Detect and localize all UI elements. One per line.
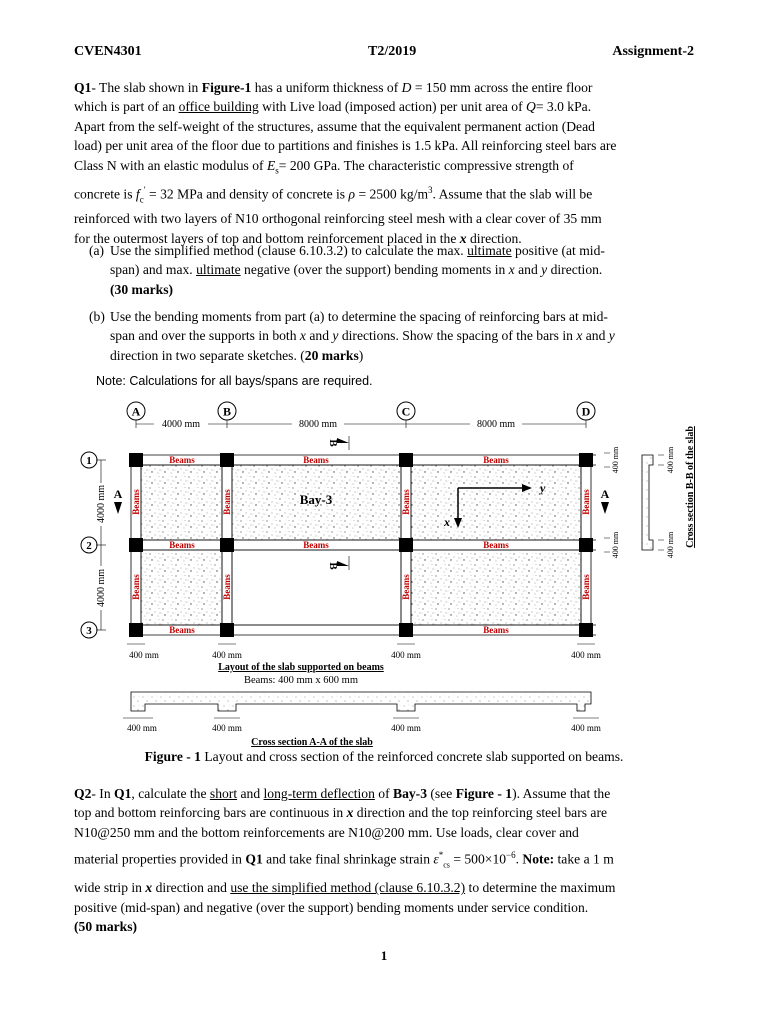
figure-caption: Figure - 1 Layout and cross section of the reinforced concrete slab supported on beams. <box>144 749 624 764</box>
svg-text:1: 1 <box>86 455 92 467</box>
svg-text:B: B <box>327 439 339 447</box>
part-a-marks: (30 marks) <box>110 281 174 297</box>
q2-line-4: material properties provided in Q1 and take final shrinkage strain $\varepsilon^*_{cs} = 500\times 10^{-6}$. Note: take a 1 m <box>74 850 614 870</box>
svg-text:A: A <box>600 487 610 501</box>
svg-text:B: B <box>222 404 232 419</box>
q1-line-6: concrete is $f_c' = 32$ MPa and density of concrete is ρ = 2500 $kg/m^3$. Assume that the slab will be <box>74 184 593 204</box>
svg-text:3: 3 <box>86 625 92 637</box>
q1-line-4: load) per unit area of the floor due to partitions and finishes is 1.5 kPa. All reinforcing steel bars are <box>74 138 617 154</box>
svg-text:Beams: Beams <box>581 574 591 600</box>
section-aa-drawing <box>131 692 591 711</box>
term: T2/2019 <box>368 44 417 59</box>
q1-line-7: reinforced with two layers of N10 orthogonal reinforcing steel mesh with a clear cover of 35 mm <box>74 211 602 227</box>
span-ab-label: 4000 mm <box>161 419 201 430</box>
svg-text:Beams: Beams <box>303 540 329 550</box>
part-a-line-2: span) and max. ultimate negative (over the support) bending moments in x and y direction. <box>110 262 603 278</box>
grid-letter-c <box>397 402 415 420</box>
svg-text:Beams: Beams <box>483 455 509 465</box>
slab-panels <box>141 465 581 625</box>
svg-text:Beams: Beams <box>222 574 232 600</box>
grid-letter-a <box>127 402 145 420</box>
q2-line-5: wide strip in x direction and use the simplified method (clause 6.10.3.2) to determine the maximum <box>74 880 616 896</box>
q1-line-1: Q1- The slab shown in Figure-1 has a uniform thickness of D = 150 mm across the entire floor <box>74 80 593 95</box>
svg-text:400 mm: 400 mm <box>666 531 675 559</box>
slab-layout-drawing <box>86 398 716 750</box>
svg-text:Beams: Beams <box>581 489 591 515</box>
q1-line-2: which is part of an office building with Live load (imposed action) per unit area of Q= 3.0 kPa. <box>74 99 592 115</box>
section-bb-drawing <box>642 446 675 558</box>
svg-text:400 mm: 400 mm <box>666 446 675 474</box>
q2-line-3: N10@250 mm and the bottom reinforcements are N10@200 mm. Use loads, clear cover and <box>74 824 579 840</box>
part-a-label: (a) <box>89 243 105 258</box>
svg-text:400 mm: 400 mm <box>571 723 601 733</box>
course-code: CVEN4301 <box>74 44 142 59</box>
q1-line-5: Class N with an elastic modulus of $E_s= 200$ GPa. The characteristic compressive strength of <box>74 157 574 176</box>
layout-title: Layout of the slab supported on beams <box>218 662 384 673</box>
beam-size-label: Beams: 400 mm x 600 mm <box>243 675 359 686</box>
grid-number-2 <box>81 537 97 553</box>
q2-line-6: positive (mid-span) and negative (over the support) bending moments under service condition. <box>74 899 589 915</box>
svg-text:400 mm: 400 mm <box>129 650 159 660</box>
span-23-label: 4000 mm <box>96 568 107 608</box>
svg-text:Beams: Beams <box>483 540 509 550</box>
q2-paragraph <box>74 784 694 937</box>
grid-letter-d <box>577 402 595 420</box>
part-a-line-1: Use the simplified method (clause 6.10.3.2) to calculate the max. ultimate positive (at mid- <box>110 243 605 258</box>
part-b-line-2: span and over the supports in both x and y directions. Show the spacing of the bars in x and y <box>110 328 615 344</box>
span-12-label: 4000 mm <box>96 484 107 524</box>
q1-line-8: for the outermost layers of top and bottom reinforcement placed in the x direction. <box>74 230 522 246</box>
span-cd-label: 8000 mm <box>476 419 516 430</box>
svg-text:400 mm: 400 mm <box>127 723 157 733</box>
q1-part-b <box>89 307 694 365</box>
grid-number-3 <box>81 622 97 638</box>
figure-1 <box>86 398 716 750</box>
part-b-label: (b) <box>89 309 105 324</box>
assignment-title: Assignment-2 <box>612 44 694 59</box>
section-aa-title: Cross section A-A of the slab <box>251 737 373 748</box>
svg-text:Beams: Beams <box>483 625 509 635</box>
column-dim-labels-bottom <box>129 650 601 660</box>
page-header <box>74 44 694 62</box>
svg-text:B: B <box>327 562 339 570</box>
q2-marks: (50 marks) <box>74 919 138 935</box>
svg-text:Beams: Beams <box>131 574 141 600</box>
svg-text:Beams: Beams <box>169 625 195 635</box>
svg-text:A: A <box>131 404 141 419</box>
bay-3-label: Bay-3 <box>299 492 333 507</box>
col-dim-right-1: 400 mm <box>611 446 620 474</box>
x-axis-label: x <box>444 515 450 529</box>
part-b-line-1: Use the bending moments from part (a) to determine the spacing of reinforcing bars at mid- <box>110 309 608 324</box>
page-number: 1 <box>380 948 388 963</box>
part-b-line-3: direction in two separate sketches. (20 marks) <box>110 347 364 363</box>
svg-text:Beams: Beams <box>401 489 411 515</box>
svg-text:400 mm: 400 mm <box>212 650 242 660</box>
q1-part-a <box>89 241 694 299</box>
svg-text:400 mm: 400 mm <box>571 650 601 660</box>
svg-text:Beams: Beams <box>131 489 141 515</box>
svg-text:Beams: Beams <box>222 489 232 515</box>
grid-number-1 <box>81 452 97 468</box>
svg-text:C: C <box>401 404 411 419</box>
svg-text:400 mm: 400 mm <box>391 650 421 660</box>
section-aa-dim-labels <box>127 723 601 733</box>
y-axis-label: y <box>540 481 546 495</box>
q1-note: Note: Calculations for all bays/spans are required. <box>96 374 373 388</box>
svg-text:400 mm: 400 mm <box>212 723 242 733</box>
svg-text:2: 2 <box>86 540 92 552</box>
grid-letter-b <box>218 402 236 420</box>
col-dim-right-2: 400 mm <box>611 531 620 559</box>
span-bc-label: 8000 mm <box>298 419 338 430</box>
section-bb-title: Cross section B-B of the slab <box>685 426 696 548</box>
svg-text:Beams: Beams <box>169 455 195 465</box>
q2-line-2: top and bottom reinforcing bars are continuous in x direction and the top reinforcing steel bars are <box>74 805 608 821</box>
q2-line-1: Q2- In Q1, calculate the short and long-term deflection of Bay-3 (see Figure - 1). Assume that the <box>74 786 611 801</box>
svg-text:Beams: Beams <box>401 574 411 600</box>
svg-text:A: A <box>113 487 123 501</box>
svg-text:D: D <box>581 404 591 419</box>
q1-paragraph <box>74 78 694 248</box>
svg-text:Beams: Beams <box>303 455 329 465</box>
span-dimensions-x <box>136 420 586 428</box>
svg-text:Beams: Beams <box>169 540 195 550</box>
svg-text:400 mm: 400 mm <box>391 723 421 733</box>
q1-line-3: Apart from the self-weight of the structures, assume that the equivalent permanent action (Dead <box>74 118 595 134</box>
